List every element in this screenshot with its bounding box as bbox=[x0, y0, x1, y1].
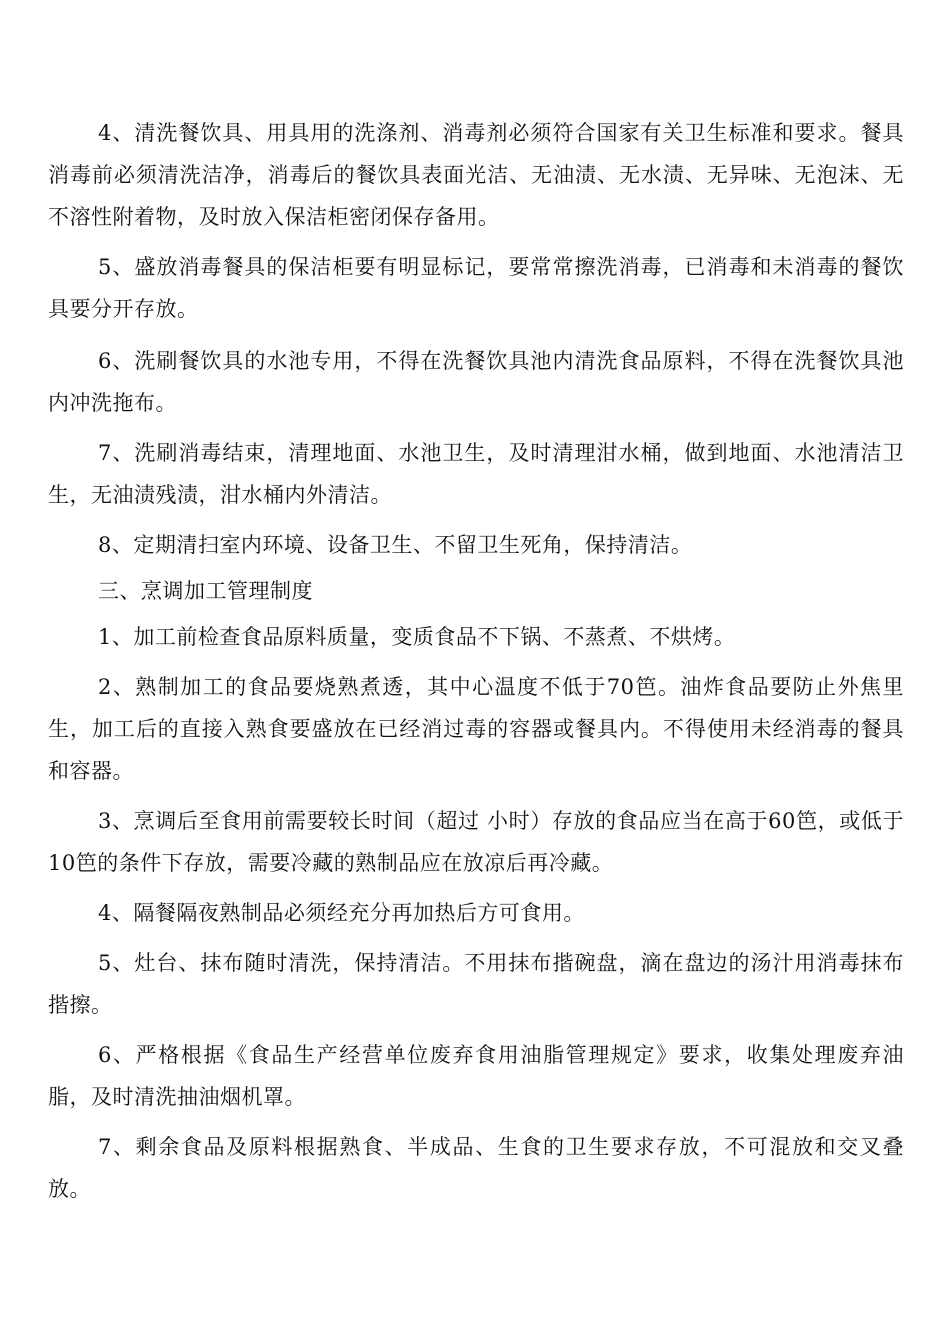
paragraph-reheating: 4、隔餐隔夜熟制品必须经充分再加热后方可食用。 bbox=[98, 901, 585, 925]
document-page bbox=[48, 112, 904, 1210]
paragraph-raw-material-check: 1、加工前检查食品原料质量，变质食品不下锅、不蒸煮、不烘烤。 bbox=[98, 625, 736, 649]
paragraph-leftover-storage: 7、剩余食品及原料根据熟食、半成品、生食的卫生要求存放，不可混放和交叉叠放。 bbox=[48, 1135, 904, 1201]
paragraph-thorough-cooking: 2、熟制加工的食品要烧熟煮透，其中心温度不低于70笆。油炸食品要防止外焦里生，加工后的直接入熟食要盛放在已经消过毒的容器或餐具内。不得使用未经消毒的餐具和容器。 bbox=[48, 675, 904, 783]
paragraph-cleaning-agents: 4、清洗餐饮具、用具用的洗涤剂、消毒剂必须符合国家有关卫生标准和要求。餐具消毒前必须清洗洁净，消毒后的餐饮具表面光洁、无油渍、无水渍、无异味、无泡沫、无不溶性附着物，及时放入保洁柜密闭保存备用。 bbox=[48, 121, 904, 229]
section-heading-cooking: 三、烹调加工管理制度 bbox=[98, 579, 313, 603]
paragraph-storage-temperature: 3、烹调后至食用前需要较长时间（超过 小时）存放的食品应当在高于60笆，或低于10笆的条件下存放，需要冷藏的熟制品应在放凉后再冷藏。 bbox=[48, 809, 904, 875]
paragraph-waste-oil: 6、严格根据《食品生产经营单位废弃食用油脂管理规定》要求，收集处理废弃油脂，及时清洗抽油烟机罩。 bbox=[48, 1043, 904, 1109]
paragraph-regular-cleaning: 8、定期清扫室内环境、设备卫生、不留卫生死角，保持清洁。 bbox=[98, 533, 693, 557]
paragraph-post-cleaning: 7、洗刷消毒结束，清理地面、水池卫生，及时清理泔水桶，做到地面、水池清洁卫生，无油渍残渍，泔水桶内外清洁。 bbox=[48, 441, 904, 507]
paragraph-stove-cleaning: 5、灶台、抹布随时清洗，保持清洁。不用抹布揩碗盘，滴在盘边的汤汁用消毒抹布揩擦。 bbox=[48, 951, 904, 1017]
paragraph-storage-cabinet: 5、盛放消毒餐具的保洁柜要有明显标记，要常常擦洗消毒，已消毒和未消毒的餐饮具要分开存放。 bbox=[48, 255, 904, 321]
paragraph-washing-sink: 6、洗刷餐饮具的水池专用，不得在洗餐饮具池内清洗食品原料，不得在洗餐饮具池内冲洗拖布。 bbox=[48, 349, 904, 415]
